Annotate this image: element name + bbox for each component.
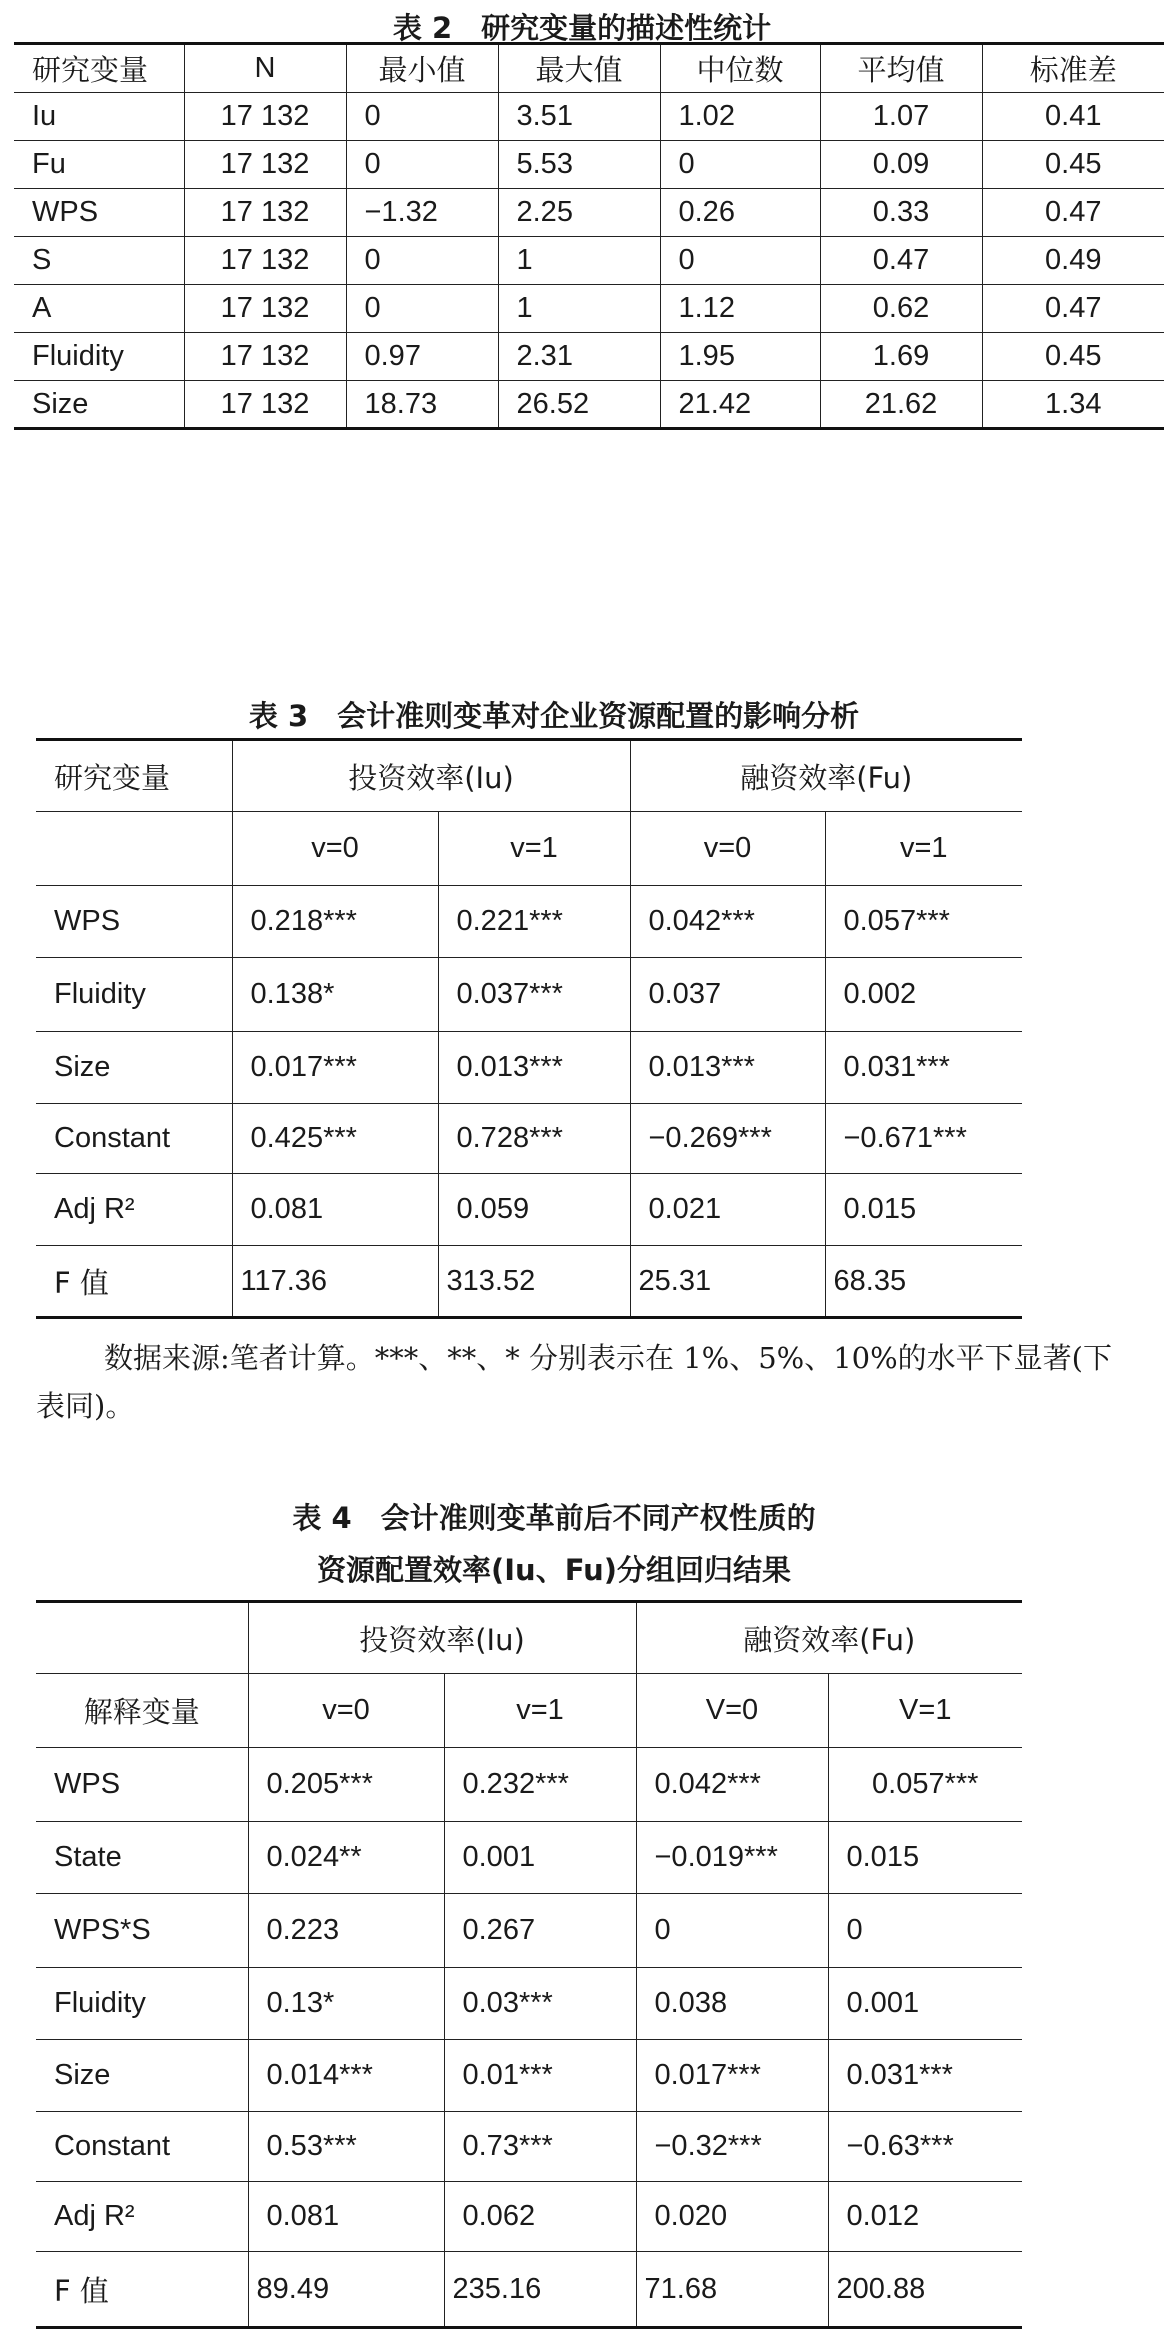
table-cell: 0.26 <box>660 189 820 237</box>
table-cell: 89.49 <box>248 2252 444 2328</box>
table-row <box>36 1748 1022 1822</box>
table-cell: F 值 <box>36 2252 248 2328</box>
header-cell: N <box>184 44 346 93</box>
table-cell: Size <box>36 1032 232 1104</box>
header-cell: 研究变量 <box>14 44 184 93</box>
table4 <box>36 1600 1022 2329</box>
table-cell: 0.267 <box>444 1894 636 1968</box>
table-cell: 0.038 <box>636 1968 828 2040</box>
table-cell: 0 <box>346 93 498 141</box>
header-cell: 中位数 <box>660 44 820 93</box>
table-cell: 17 132 <box>184 333 346 381</box>
table-cell: Constant <box>36 2112 248 2182</box>
table-row <box>36 1174 1022 1246</box>
table-cell: 0.037*** <box>438 958 630 1032</box>
table-row <box>14 285 1164 333</box>
table-cell: 0.41 <box>982 93 1164 141</box>
table2-caption: 表 2 研究变量的描述性统计 <box>392 11 772 45</box>
table-cell: 21.62 <box>820 381 982 429</box>
table-cell: 68.35 <box>825 1246 1022 1318</box>
table-cell: 0.015 <box>825 1174 1022 1246</box>
table-cell: 0.001 <box>444 1822 636 1894</box>
table4-caption-line2: 资源配置效率(Iu、Fu)分组回归结果 <box>317 1553 791 1587</box>
table-cell: 0.728*** <box>438 1104 630 1174</box>
table-cell: F 值 <box>36 1246 232 1318</box>
table-cell: 0.73*** <box>444 2112 636 2182</box>
table-cell: 0.53*** <box>248 2112 444 2182</box>
table-cell: 17 132 <box>184 141 346 189</box>
table-cell: 0.001 <box>828 1968 1022 2040</box>
table2-header-row <box>14 44 1164 93</box>
table-row <box>14 333 1164 381</box>
table-cell: 0.03*** <box>444 1968 636 2040</box>
table-cell: Adj R² <box>36 2182 248 2252</box>
table3-caption: 表 3 会计准则变革对企业资源配置的影响分析 <box>248 699 860 733</box>
table-cell: 0.62 <box>820 285 982 333</box>
table-row <box>36 1968 1022 2040</box>
table-cell: 0.45 <box>982 333 1164 381</box>
table-cell: 0.031*** <box>825 1032 1022 1104</box>
table-cell: 0.017*** <box>636 2040 828 2112</box>
table-cell: 0.138* <box>232 958 438 1032</box>
table-row <box>36 2252 1022 2328</box>
table-cell: 0.031*** <box>828 2040 1022 2112</box>
table-cell: State <box>36 1822 248 1894</box>
table-cell: 5.53 <box>498 141 660 189</box>
table-cell: 18.73 <box>346 381 498 429</box>
table-cell: 0.024** <box>248 1822 444 1894</box>
table-cell: 17 132 <box>184 237 346 285</box>
table-cell: 0.020 <box>636 2182 828 2252</box>
table-row <box>14 381 1164 429</box>
table-cell: Fluidity <box>36 1968 248 2040</box>
group-header-fu: 融资效率(Fu) <box>636 1602 1022 1674</box>
table-cell: 0.014*** <box>248 2040 444 2112</box>
header-cell: 标准差 <box>982 44 1164 93</box>
table-cell: 21.42 <box>660 381 820 429</box>
table-cell: −0.63*** <box>828 2112 1022 2182</box>
header-cell <box>36 812 232 886</box>
table-cell: WPS <box>36 886 232 958</box>
table-cell: 0.002 <box>825 958 1022 1032</box>
table-cell: Fluidity <box>14 333 184 381</box>
table-cell: 1.12 <box>660 285 820 333</box>
table-cell: WPS <box>14 189 184 237</box>
table-cell: 0.223 <box>248 1894 444 1968</box>
table-cell: 0.205*** <box>248 1748 444 1822</box>
table2 <box>14 42 1164 430</box>
table-cell: 0.013*** <box>630 1032 825 1104</box>
table-cell: 0.09 <box>820 141 982 189</box>
table-cell: −1.32 <box>346 189 498 237</box>
table-row <box>36 2182 1022 2252</box>
table4-header-row <box>36 1602 1022 1674</box>
table-row <box>14 189 1164 237</box>
table-cell: 0 <box>346 285 498 333</box>
subheader-cell: V=1 <box>828 1674 1022 1748</box>
table-cell: 0.218*** <box>232 886 438 958</box>
header-cell: 平均值 <box>820 44 982 93</box>
table-cell: 0 <box>660 237 820 285</box>
subheader-cell: v=1 <box>825 812 1022 886</box>
table3-subheader-row <box>36 812 1022 886</box>
table-cell: 0.49 <box>982 237 1164 285</box>
table-cell: Fu <box>14 141 184 189</box>
table-row <box>36 1104 1022 1174</box>
table3-header-row <box>36 740 1022 812</box>
table-cell: −0.019*** <box>636 1822 828 1894</box>
table-cell: 0.13* <box>248 1968 444 2040</box>
table-row <box>36 1246 1022 1318</box>
table-row <box>14 141 1164 189</box>
table-cell: Size <box>14 381 184 429</box>
table-row <box>36 2112 1022 2182</box>
header-cell: 解释变量 <box>36 1674 248 1748</box>
table-cell: 0 <box>346 237 498 285</box>
subheader-cell: v=1 <box>444 1674 636 1748</box>
table-cell: 0 <box>828 1894 1022 1968</box>
table-cell: 0.037 <box>630 958 825 1032</box>
table-row <box>36 1822 1022 1894</box>
table-cell: 117.36 <box>232 1246 438 1318</box>
table-cell: 3.51 <box>498 93 660 141</box>
header-cell: 研究变量 <box>36 740 232 812</box>
table3-note: 数据来源:笔者计算。***、**、* 分别表示在 1%、5%、10%的水平下显著(下表同)。 <box>36 1341 1112 1423</box>
table-cell: 235.16 <box>444 2252 636 2328</box>
table-cell: WPS*S <box>36 1894 248 1968</box>
table-row <box>36 2040 1022 2112</box>
table-cell: 200.88 <box>828 2252 1022 2328</box>
subheader-cell: v=1 <box>438 812 630 886</box>
table-cell: 0.021 <box>630 1174 825 1246</box>
table-cell: 0.042*** <box>636 1748 828 1822</box>
table-cell: 17 132 <box>184 189 346 237</box>
table-cell: 0.059 <box>438 1174 630 1246</box>
table-cell: 1 <box>498 237 660 285</box>
table-cell: 0.47 <box>982 189 1164 237</box>
table-cell: Size <box>36 2040 248 2112</box>
group-header-fu: 融资效率(Fu) <box>630 740 1022 812</box>
table-cell: 25.31 <box>630 1246 825 1318</box>
group-header-iu: 投资效率(Iu) <box>248 1602 636 1674</box>
subheader-cell: v=0 <box>630 812 825 886</box>
header-cell: 最小值 <box>346 44 498 93</box>
table-cell: 0.017*** <box>232 1032 438 1104</box>
table-cell: 1.34 <box>982 381 1164 429</box>
table-cell: 17 132 <box>184 93 346 141</box>
table-cell: 0.01*** <box>444 2040 636 2112</box>
table-cell: 71.68 <box>636 2252 828 2328</box>
table-cell: 2.31 <box>498 333 660 381</box>
table-cell: 0.221*** <box>438 886 630 958</box>
table-cell: 0 <box>346 141 498 189</box>
table-cell: 0.47 <box>820 237 982 285</box>
table-cell: 0.057*** <box>828 1748 1022 1822</box>
table-cell: 1.95 <box>660 333 820 381</box>
table-cell: 313.52 <box>438 1246 630 1318</box>
table-cell: −0.32*** <box>636 2112 828 2182</box>
table-row <box>36 1894 1022 1968</box>
table-cell: 0.042*** <box>630 886 825 958</box>
table-cell: S <box>14 237 184 285</box>
table-cell: 0.47 <box>982 285 1164 333</box>
header-cell <box>36 1602 248 1674</box>
table-cell: 0.97 <box>346 333 498 381</box>
table-cell: 1.69 <box>820 333 982 381</box>
table-cell: WPS <box>36 1748 248 1822</box>
group-header-iu: 投资效率(Iu) <box>232 740 630 812</box>
table-cell: −0.269*** <box>630 1104 825 1174</box>
table-cell: 17 132 <box>184 381 346 429</box>
table-cell: −0.671*** <box>825 1104 1022 1174</box>
header-cell: 最大值 <box>498 44 660 93</box>
subheader-cell: V=0 <box>636 1674 828 1748</box>
table-cell: Iu <box>14 93 184 141</box>
table-cell: 0.013*** <box>438 1032 630 1104</box>
table-cell: 1 <box>498 285 660 333</box>
subheader-cell: v=0 <box>232 812 438 886</box>
table4-subheader-row <box>36 1674 1022 1748</box>
table-cell: 0.45 <box>982 141 1164 189</box>
table-cell: 0.012 <box>828 2182 1022 2252</box>
table-cell: 0.33 <box>820 189 982 237</box>
table4-caption-line1: 表 4 会计准则变革前后不同产权性质的 <box>292 1501 816 1535</box>
table-cell: Fluidity <box>36 958 232 1032</box>
table-cell: 1.07 <box>820 93 982 141</box>
table-cell: 0.081 <box>232 1174 438 1246</box>
table-cell: Adj R² <box>36 1174 232 1246</box>
table-cell: 1.02 <box>660 93 820 141</box>
table-cell: 17 132 <box>184 285 346 333</box>
table-cell: 0 <box>660 141 820 189</box>
table-cell: 0.425*** <box>232 1104 438 1174</box>
table3 <box>36 738 1022 1319</box>
subheader-cell: v=0 <box>248 1674 444 1748</box>
table-cell: A <box>14 285 184 333</box>
table-cell: 0.057*** <box>825 886 1022 958</box>
table-cell: 0 <box>636 1894 828 1968</box>
table-cell: 2.25 <box>498 189 660 237</box>
table-row <box>36 1032 1022 1104</box>
table-cell: 26.52 <box>498 381 660 429</box>
table-cell: Constant <box>36 1104 232 1174</box>
table-row <box>14 93 1164 141</box>
table-cell: 0.062 <box>444 2182 636 2252</box>
table-cell: 0.015 <box>828 1822 1022 1894</box>
table-cell: 0.232*** <box>444 1748 636 1822</box>
table-row <box>36 958 1022 1032</box>
table-row <box>36 886 1022 958</box>
table-cell: 0.081 <box>248 2182 444 2252</box>
table-row <box>14 237 1164 285</box>
